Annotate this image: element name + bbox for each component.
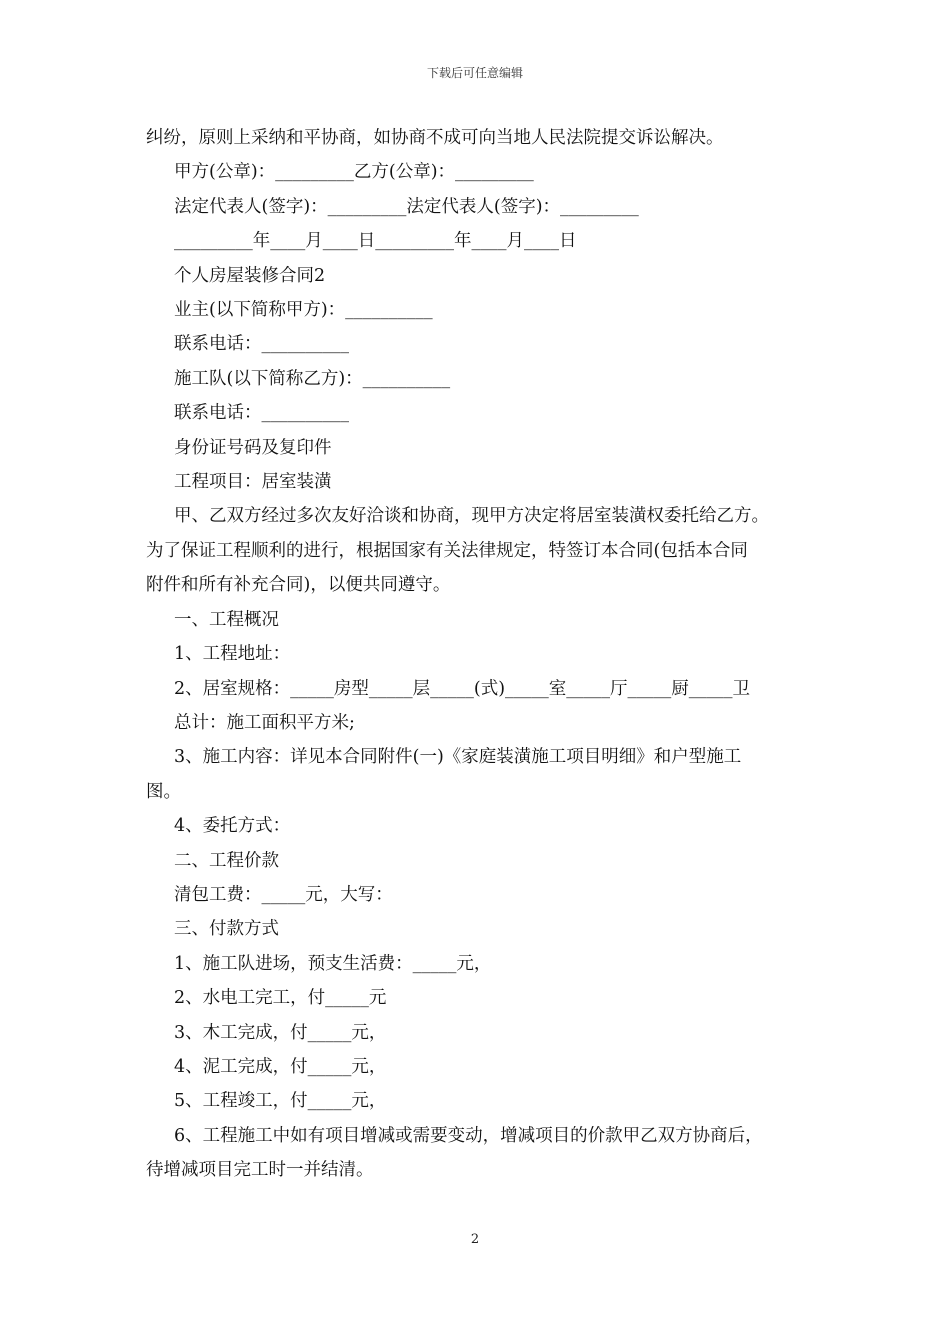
list-item: 清包工费：_____元，大写： xyxy=(174,884,393,905)
list-item: 6、工程施工中如有项目增减或需要变动，增减项目的价款甲乙双方协商后， xyxy=(174,1125,763,1146)
section-heading: 一、工程概况 xyxy=(174,609,279,630)
signature-line: 法定代表人(签字)：_________法定代表人(签字)：_________ xyxy=(174,196,639,217)
list-item: 2、水电工完工，付_____元 xyxy=(174,988,387,1009)
paragraph-line: 图。 xyxy=(146,781,181,802)
date-line: _________年____月____日_________年____月____日 xyxy=(174,231,577,252)
page-header: 下载后可任意编辑 xyxy=(426,66,523,80)
contractor-field: 施工队(以下简称乙方)：__________ xyxy=(174,368,451,389)
owner-field: 业主(以下简称甲方)：__________ xyxy=(174,300,433,321)
paragraph-line: 附件和所有补充合同)，以便共同遵守。 xyxy=(146,575,451,596)
paragraph-line: 甲、乙双方经过多次友好洽谈和协商，现甲方决定将居室装潢权委托给乙方。 xyxy=(174,506,769,527)
section-heading: 二、工程价款 xyxy=(174,850,279,871)
list-item: 2、居室规格：_____房型_____层_____(式)_____室_____厅_____厨_____卫 xyxy=(174,678,751,699)
list-item: 5、工程竣工，付_____元， xyxy=(174,1091,387,1112)
list-item: 总计：施工面积平方米; xyxy=(174,712,355,733)
seal-line: 甲方(公章)：_________乙方(公章)：_________ xyxy=(174,162,534,183)
contractor-phone-field: 联系电话：__________ xyxy=(174,403,349,424)
list-item: 3、木工完成，付_____元， xyxy=(174,1022,387,1043)
page-number: 2 xyxy=(470,1232,480,1247)
list-item: 4、泥工完成，付_____元， xyxy=(174,1056,387,1077)
list-item: 4、委托方式： xyxy=(174,816,291,837)
list-item: 1、工程地址： xyxy=(174,644,291,665)
list-item: 3、施工内容：详见本合同附件(一)《家庭装潢施工项目明细》和户型施工 xyxy=(174,747,742,768)
section-heading: 三、付款方式 xyxy=(174,919,279,940)
contract-title: 个人房屋装修合同2 xyxy=(174,265,326,286)
document-body xyxy=(146,121,816,1188)
owner-phone-field: 联系电话：__________ xyxy=(174,334,349,355)
list-item: 1、施工队进场，预支生活费：_____元， xyxy=(174,953,492,974)
paragraph-line: 纠纷，原则上采纳和平协商，如协商不成可向当地人民法院提交诉讼解决。 xyxy=(146,128,724,148)
project-line: 工程项目：居室装潢 xyxy=(174,472,332,493)
paragraph-line: 待增减项目完工时一并结清。 xyxy=(146,1160,374,1181)
id-card-line: 身份证号码及复印件 xyxy=(174,437,332,458)
paragraph-line: 为了保证工程顺利的进行，根据国家有关法律规定，特签订本合同(包括本合同 xyxy=(146,540,748,561)
